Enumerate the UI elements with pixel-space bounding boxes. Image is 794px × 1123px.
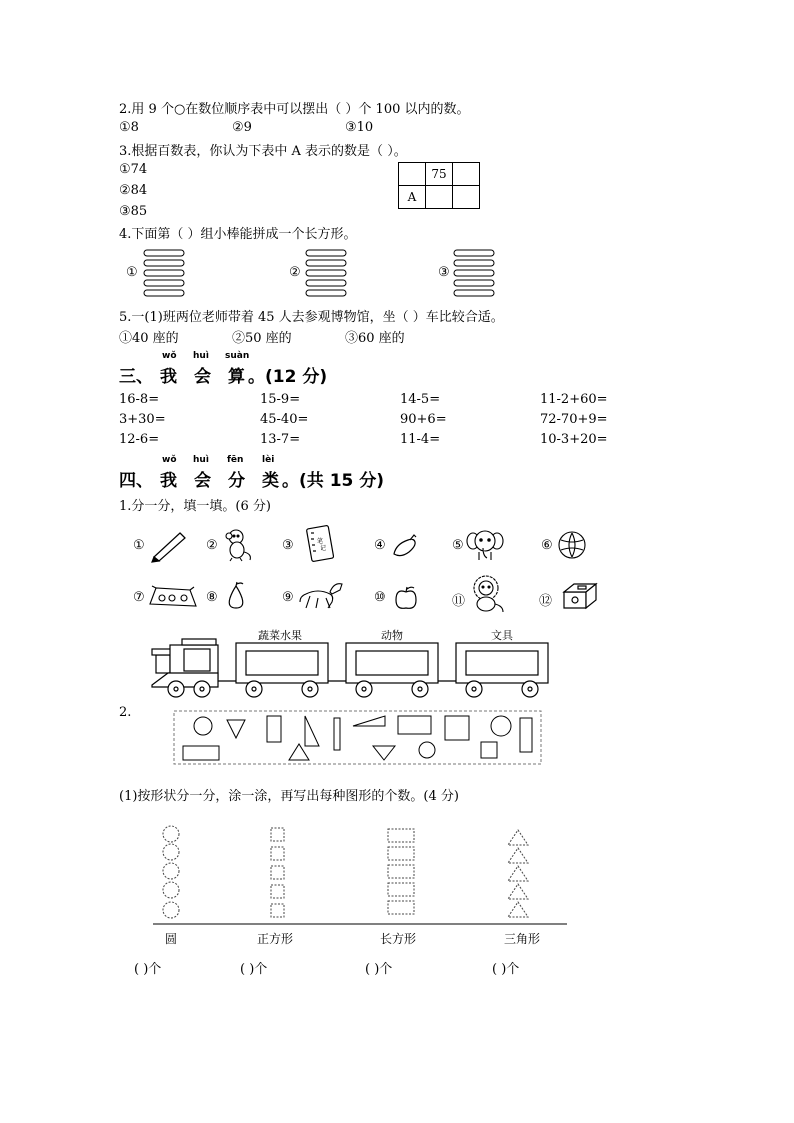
cell — [453, 163, 480, 186]
item-number: ① — [133, 538, 145, 553]
category-square: 正方形 — [257, 932, 294, 946]
cell — [426, 186, 453, 209]
question-4-2-1: (1)按形状分一分，涂一涂，再写出每种图形的个数。(4 分) — [119, 789, 459, 804]
section-3-prefix: 三、 — [119, 367, 153, 387]
section-4-char-3: 分 — [228, 471, 245, 491]
item-number: ⑨ — [282, 590, 294, 605]
svg-text:笔: 笔 — [317, 538, 324, 545]
item-number: ⑪ — [452, 594, 466, 609]
cell — [453, 186, 480, 209]
shapes-panel — [173, 710, 543, 766]
q5-option-2[interactable]: ②50 座的 — [232, 331, 292, 346]
pinyin: wǒ — [162, 351, 177, 361]
stick-group-2 — [302, 248, 352, 298]
section-3-char-1: 我 — [160, 367, 177, 387]
q2-option-3[interactable]: ③10 — [345, 120, 374, 135]
calc-item[interactable]: 3+30= — [119, 412, 166, 427]
q5-option-3[interactable]: ③60 座的 — [345, 331, 405, 346]
category-circle: 圆 — [165, 932, 178, 946]
section-3-char-3: 算 — [228, 367, 245, 387]
q3-option-2[interactable]: ②84 — [119, 183, 148, 198]
cabbage-icon — [556, 530, 588, 560]
pinyin: huì — [193, 455, 209, 465]
section-4-prefix: 四、 — [119, 471, 153, 491]
calc-item[interactable]: 12-6= — [119, 432, 160, 447]
question-4-1: 1.分一分，填一填。(6 分) — [119, 499, 271, 514]
train-label-stationery: 文具 — [491, 629, 513, 642]
calc-item[interactable]: 14-5= — [400, 392, 441, 407]
pencil-case-icon — [148, 584, 198, 610]
calc-item[interactable]: 45-40= — [260, 412, 309, 427]
item-number: ⑧ — [206, 590, 218, 605]
coloring-columns — [150, 822, 570, 926]
eggplant-icon — [390, 532, 420, 558]
cell — [399, 163, 426, 186]
calc-item[interactable]: 16-8= — [119, 392, 160, 407]
pinyin: huì — [193, 351, 209, 361]
calc-item[interactable]: 13-7= — [260, 432, 301, 447]
stick-group-1 — [140, 248, 190, 298]
question-4: 4.下面第（ ）组小棒能拼成一个长方形。 — [119, 227, 357, 242]
cell: 75 — [426, 163, 453, 186]
question-4-2-number: 2. — [119, 705, 132, 720]
train-label-vegetables-fruits: 蔬菜水果 — [258, 629, 302, 642]
pinyin: wǒ — [162, 455, 177, 465]
item-number: ⑫ — [539, 594, 553, 609]
question-5: 5.一(1)班两位老师带着 45 人去参观博物馆，坐（ ）车比较合适。 — [119, 310, 504, 325]
q5-option-1[interactable]: ①40 座的 — [119, 331, 179, 346]
pinyin: fēn — [227, 455, 244, 465]
item-number: ③ — [282, 538, 294, 553]
horse-icon — [298, 578, 346, 612]
section-4-char-2: 会 — [194, 471, 211, 491]
train-label-animals: 动物 — [381, 629, 403, 642]
elephant-icon — [467, 528, 503, 562]
calc-item[interactable]: 10-3+20= — [540, 432, 608, 447]
section-3-suffix: 。(12 分) — [248, 367, 328, 387]
q4-option-3-label[interactable]: ③ — [438, 265, 450, 280]
svg-text:记: 记 — [320, 545, 327, 552]
q3-option-3[interactable]: ③85 — [119, 204, 148, 219]
train-illustration — [150, 625, 550, 700]
question-3: 3.根据百数表，你认为下表中 A 表示的数是（ ）。 — [119, 144, 407, 159]
pencil-icon — [150, 530, 190, 560]
category-triangle: 三角形 — [504, 932, 541, 946]
item-number: ④ — [374, 538, 386, 553]
item-number: ② — [206, 538, 218, 553]
monkey-icon — [222, 528, 254, 562]
apple-icon — [394, 584, 418, 610]
calc-item[interactable]: 15-9= — [260, 392, 301, 407]
stick-group-3 — [450, 248, 500, 298]
q3-option-1[interactable]: ①74 — [119, 162, 148, 177]
pinyin: lèi — [262, 455, 275, 465]
pear-icon — [224, 580, 248, 610]
answer-blank-rectangle[interactable]: ( )个 — [365, 962, 393, 977]
q4-option-1-label[interactable]: ① — [126, 265, 138, 280]
pinyin: suàn — [225, 351, 250, 361]
lion-icon — [468, 574, 508, 614]
cell-a: A — [399, 186, 426, 209]
calc-item[interactable]: 72-70+9= — [540, 412, 608, 427]
item-number: ⑦ — [133, 590, 145, 605]
item-number: ⑥ — [541, 538, 553, 553]
category-rectangle: 长方形 — [380, 932, 417, 946]
q4-option-2-label[interactable]: ② — [289, 265, 301, 280]
item-number: ⑩ — [374, 590, 386, 605]
section-4-suffix: 。(共 15 分) — [282, 471, 385, 491]
section-4-char-4: 类 — [262, 471, 279, 491]
item-number: ⑤ — [452, 538, 464, 553]
calc-item[interactable]: 11-2+60= — [540, 392, 608, 407]
hundred-chart-fragment — [398, 162, 480, 209]
question-2: 2.用 9 个○在数位顺序表中可以摆出（ ）个 100 以内的数。 — [119, 102, 470, 117]
answer-blank-square[interactable]: ( )个 — [240, 962, 268, 977]
calc-item[interactable]: 11-4= — [400, 432, 441, 447]
q2-option-2[interactable]: ②9 — [232, 120, 252, 135]
answer-blank-triangle[interactable]: ( )个 — [492, 962, 520, 977]
answer-blank-circle[interactable]: ( )个 — [134, 962, 162, 977]
sharpener-icon — [560, 580, 600, 610]
section-3-char-2: 会 — [194, 367, 211, 387]
q2-option-1[interactable]: ①8 — [119, 120, 139, 135]
calc-item[interactable]: 90+6= — [400, 412, 447, 427]
section-4-char-1: 我 — [160, 471, 177, 491]
notebook-icon — [303, 525, 335, 563]
